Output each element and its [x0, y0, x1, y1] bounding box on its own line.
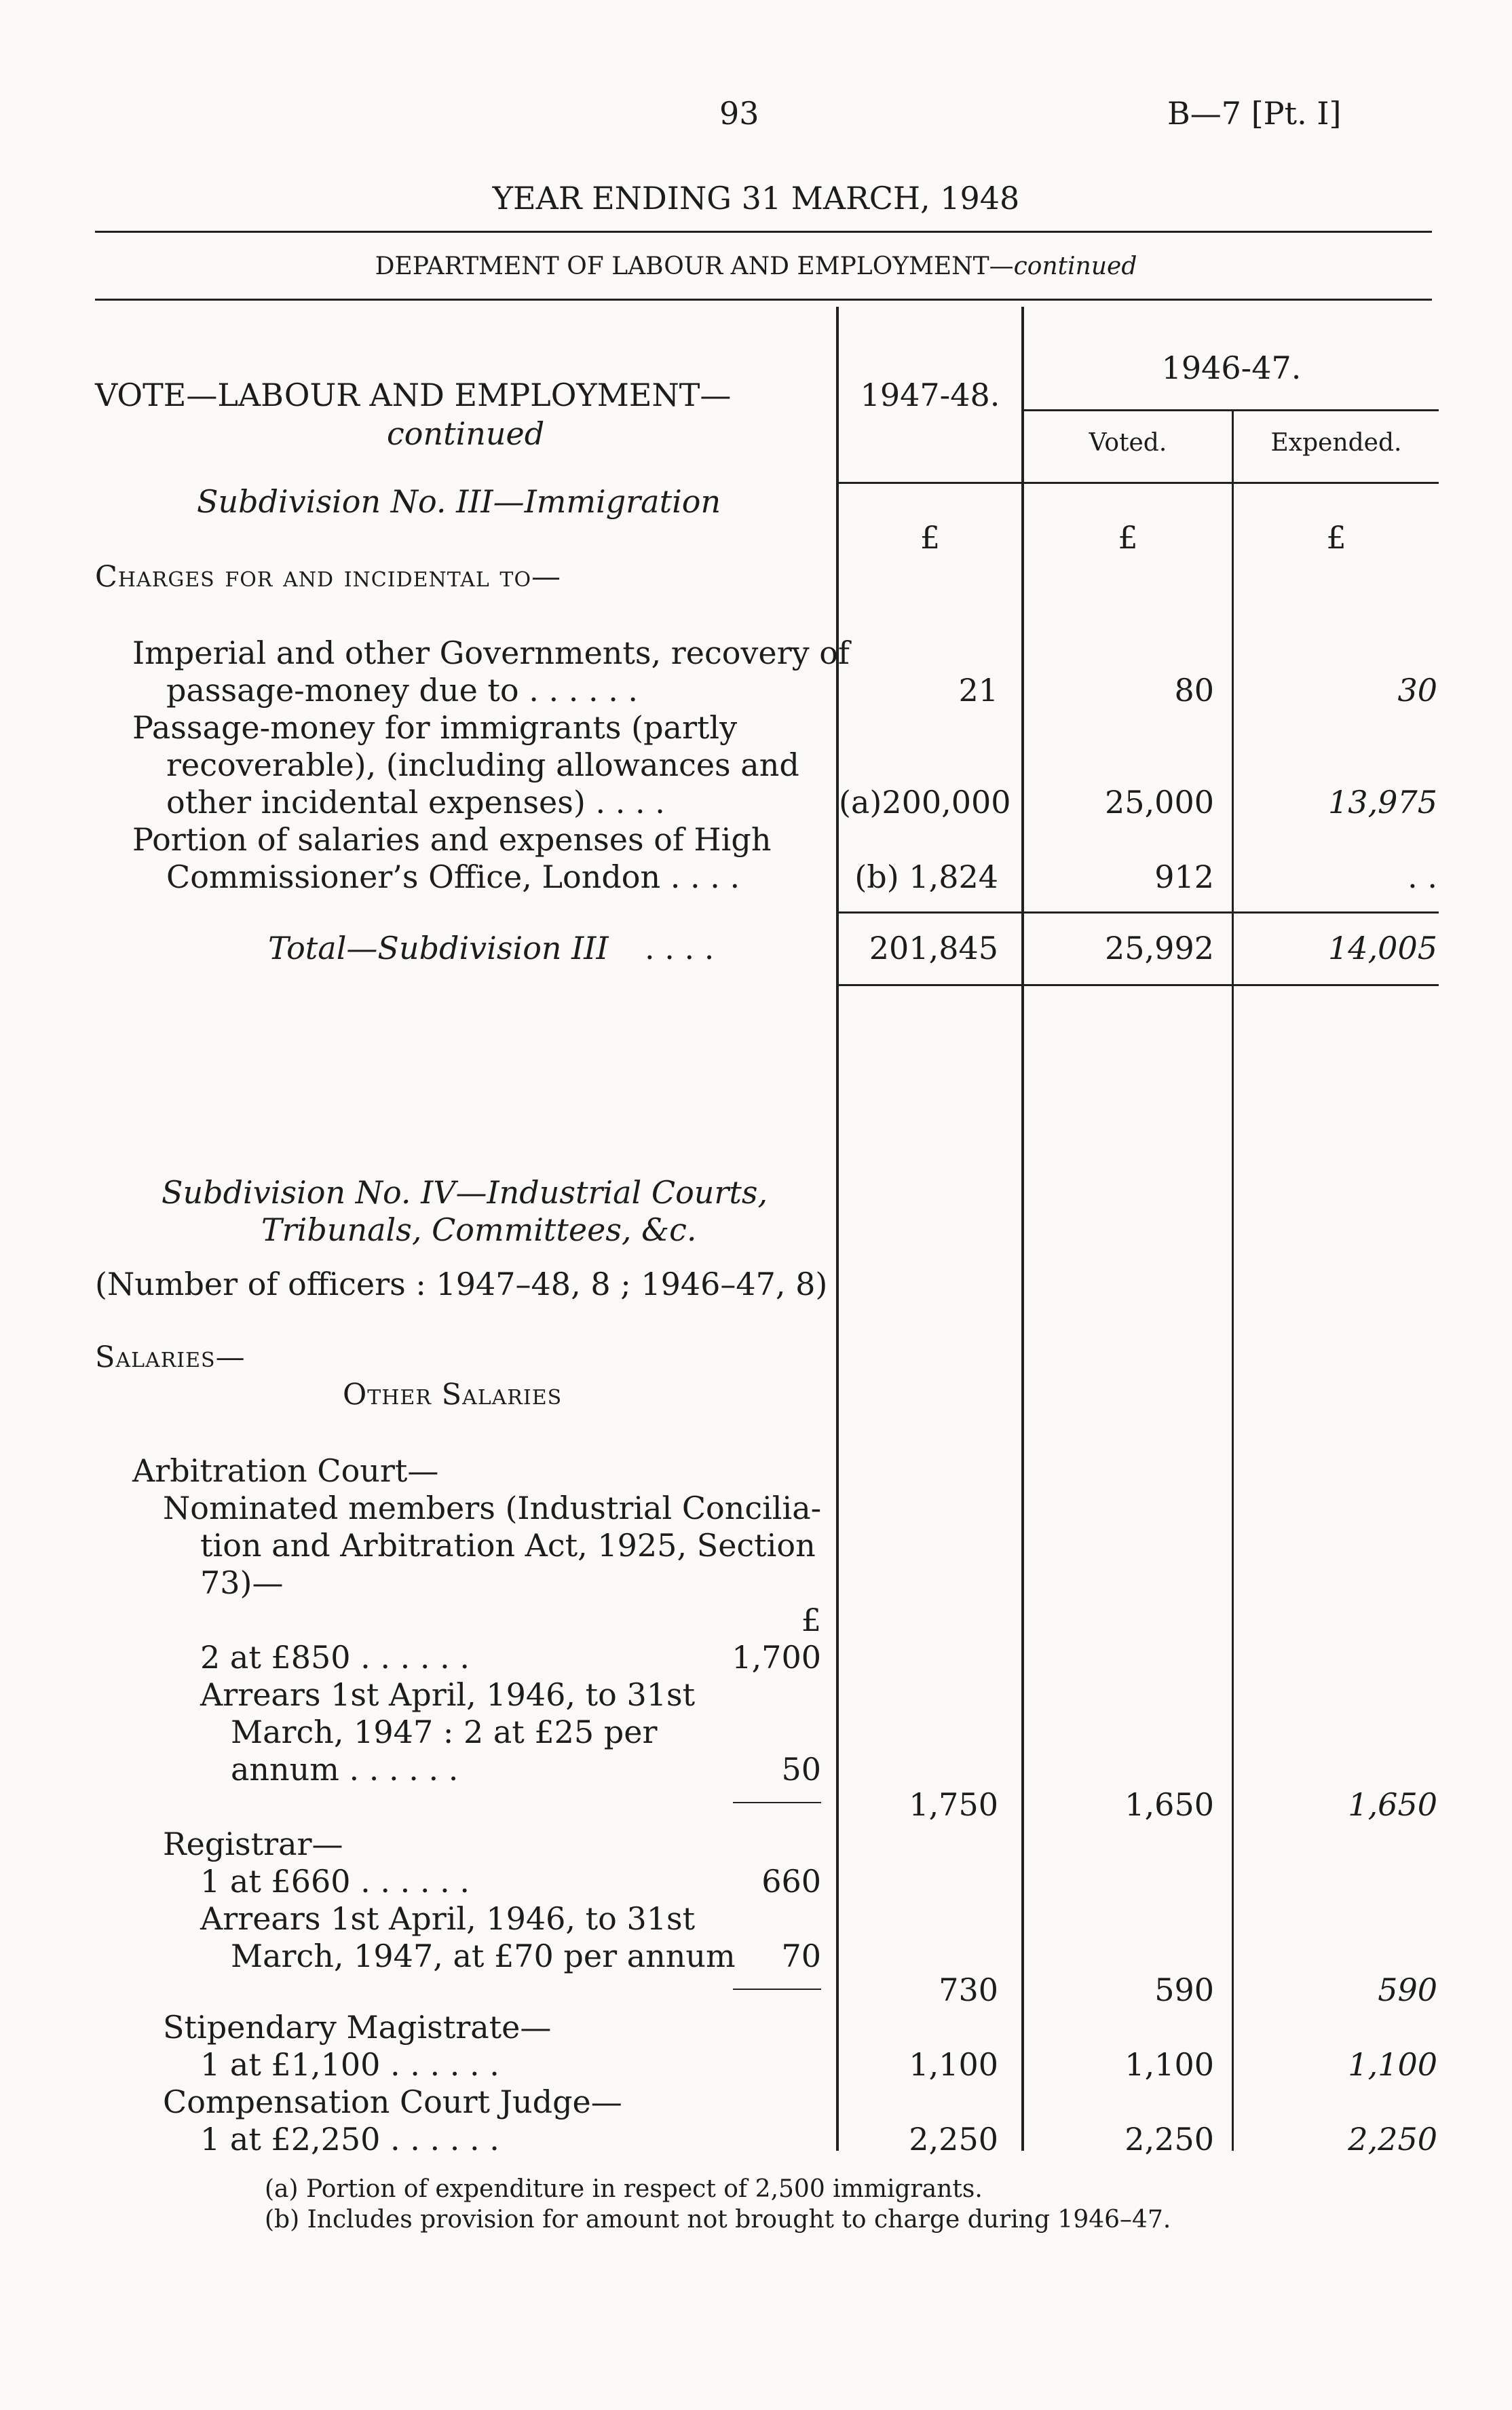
footnote-a: (a) Portion of expenditure in respect of 2,500 immigrants. — [265, 2175, 983, 2203]
registrar-expended: 590 — [1378, 1972, 1437, 2008]
arrears1-line1: Arrears 1st April, 1946, to 31st — [200, 1676, 696, 1713]
currency-current: £ — [920, 519, 941, 556]
row2-voted: 25,000 — [1105, 784, 1214, 821]
subdivision-3-title: Subdivision No. III—Immigration — [197, 483, 721, 520]
registrar-current: 730 — [939, 1972, 998, 2008]
arbitration-court: Arbitration Court— — [132, 1452, 439, 1489]
row1-line1: Imperial and other Governments, recovery of — [132, 635, 850, 671]
registrar-subtotal-rule — [733, 1989, 821, 1990]
total-voted: 25,992 — [1105, 930, 1214, 966]
col-header-rule — [1024, 409, 1439, 411]
judge-voted: 2,250 — [1124, 2121, 1214, 2158]
row1-voted: 80 — [1174, 672, 1214, 709]
subdivision-4-title-2: Tribunals, Committees, &c. — [261, 1211, 697, 1248]
charges-label: Charges for and incidental to— — [95, 560, 562, 594]
department-title: DEPARTMENT OF LABOUR AND EMPLOYMENT—continued — [375, 252, 1137, 280]
nominated-line3: 73)— — [200, 1564, 284, 1601]
arrears2-amount: 70 — [781, 1938, 821, 1974]
judge-label: Compensation Court Judge— — [163, 2084, 622, 2120]
column-rule-left — [836, 307, 839, 2151]
arrears1-line3: annum . . . . . . — [231, 1751, 459, 1788]
col-header-bottom-rule — [839, 482, 1439, 484]
row3-voted: 912 — [1154, 859, 1214, 895]
column-rule-middle — [1021, 307, 1024, 2151]
total-current: 201,845 — [869, 930, 998, 966]
row2-line1: Passage-money for immigrants (partly — [132, 709, 738, 746]
magistrate-current: 1,100 — [909, 2046, 998, 2083]
total-rule-top — [839, 911, 1439, 914]
row3-line2: Commissioner’s Office, London . . . . — [166, 859, 740, 895]
header-rule-top — [95, 231, 1432, 233]
magistrate-voted: 1,100 — [1124, 2046, 1214, 2083]
row3-current: (b) 1,824 — [854, 859, 998, 895]
row2-expended: 13,975 — [1328, 784, 1437, 821]
page-number: 93 — [719, 95, 759, 132]
row1-line2: passage-money due to . . . . . . — [166, 672, 639, 709]
arrears2-line2: March, 1947, at £70 per annum — [231, 1938, 736, 1974]
col-header-expended: Expended. — [1270, 429, 1402, 457]
page-reference: B—7 [Pt. I] — [1167, 95, 1342, 132]
total-expended: 14,005 — [1328, 930, 1437, 966]
other-salaries-label: Other Salaries — [343, 1378, 563, 1412]
row1-current: 21 — [958, 672, 998, 709]
arbitration-current: 1,750 — [909, 1786, 998, 1823]
nominated-line1: Nominated members (Industrial Concilia- — [163, 1490, 822, 1526]
row2-current: (a)200,000 — [839, 784, 1011, 821]
arbitration-voted: 1,650 — [1124, 1786, 1214, 1823]
row1-expended: 30 — [1397, 672, 1437, 709]
nominated-line2: tion and Arbitration Act, 1925, Section — [200, 1527, 816, 1564]
judge-rate: 1 at £2,250 . . . . . . — [200, 2121, 499, 2158]
nominated-amount: 1,700 — [732, 1639, 821, 1676]
col-header-current: 1947-48. — [860, 377, 1000, 413]
currency-voted: £ — [1118, 519, 1138, 556]
registrar-rate: 1 at £660 . . . . . . — [200, 1863, 470, 1900]
salaries-label: Salaries— — [95, 1340, 246, 1374]
magistrate-label: Stipendary Magistrate— — [163, 2009, 552, 2046]
arrears2-line1: Arrears 1st April, 1946, to 31st — [200, 1900, 696, 1937]
row2-line2: recoverable), (including allowances and — [166, 747, 799, 783]
officers-count: (Number of officers : 1947–48, 8 ; 1946–47, 8) — [95, 1266, 828, 1302]
arbitration-expended: 1,650 — [1348, 1786, 1437, 1823]
row3-expended: . . — [1407, 859, 1437, 895]
magistrate-expended: 1,100 — [1348, 2046, 1437, 2083]
arrears1-amount: 50 — [781, 1751, 821, 1788]
header-rule-bottom — [95, 299, 1432, 301]
judge-current: 2,250 — [909, 2121, 998, 2158]
col-header-voted: Voted. — [1089, 429, 1167, 457]
nominated-rate: 2 at £850 . . . . . . — [200, 1639, 470, 1676]
vote-continued: continued — [387, 415, 545, 452]
row3-line1: Portion of salaries and expenses of High — [132, 821, 772, 858]
col-header-prior-year: 1946-47. — [1161, 350, 1302, 386]
year-title: YEAR ENDING 31 MARCH, 1948 — [492, 180, 1020, 216]
vote-title: VOTE—LABOUR AND EMPLOYMENT— — [95, 377, 732, 413]
total-dots: . . . . — [645, 930, 715, 966]
registrar-amount: 660 — [761, 1863, 821, 1900]
registrar-label: Registrar— — [163, 1826, 343, 1862]
inner-currency: £ — [801, 1602, 821, 1638]
arrears1-line2: March, 1947 : 2 at £25 per — [231, 1714, 658, 1750]
footnote-b: (b) Includes provision for amount not brought to charge during 1946–47. — [265, 2206, 1171, 2234]
row2-line3: other incidental expenses) . . . . — [166, 784, 665, 821]
judge-expended: 2,250 — [1348, 2121, 1437, 2158]
registrar-voted: 590 — [1154, 1972, 1214, 2008]
total-rule-bottom — [839, 984, 1439, 986]
total-label: Total—Subdivision III — [268, 930, 609, 966]
magistrate-rate: 1 at £1,100 . . . . . . — [200, 2046, 499, 2083]
arbitration-subtotal-rule — [733, 1802, 821, 1803]
currency-expended: £ — [1326, 519, 1346, 556]
subdivision-4-title-1: Subdivision No. IV—Industrial Courts, — [162, 1174, 768, 1211]
